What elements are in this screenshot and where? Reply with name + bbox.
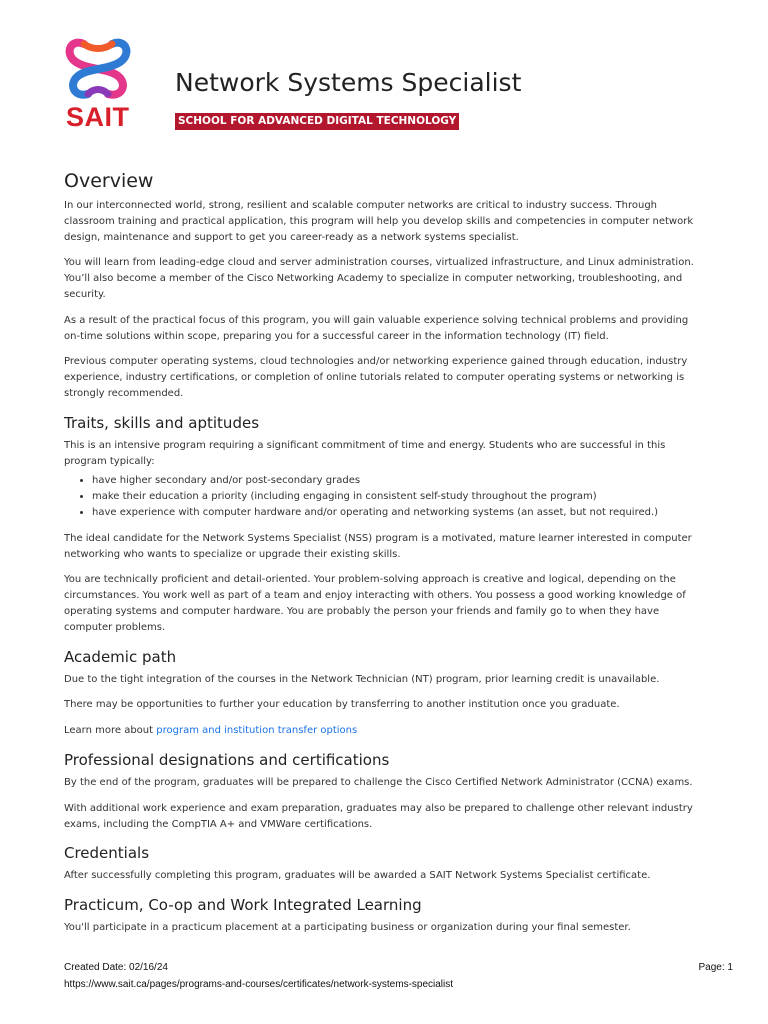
traits-paragraph: The ideal candidate for the Network Systems Specialist (NSS) program is a motivated, mature learner interested in computer networking who wants to specialize or upgrade their existing skills. [64,532,692,560]
traits-section [64,414,704,636]
footer-row [64,961,733,975]
school-badge: SCHOOL FOR ADVANCED DIGITAL TECHNOLOGY [175,113,459,130]
academic-section [64,648,704,739]
created-date: Created Date: 02/16/24 [64,962,168,973]
overview-section [64,170,704,402]
learn-more-line [64,723,704,739]
designations-paragraph: By the end of the program, graduates will be prepared to challenge the Cisco Certified Network Administrator (CCNA) exams. [64,776,693,788]
page-footer [64,961,733,990]
list-item: • have experience with computer hardware and/or operating and networking systems (an asset, but not required.) [92,505,704,521]
logo-text: SAIT [66,102,130,132]
learn-more-label: Learn more about [64,725,157,737]
academic-paragraph: There may be opportunities to further your education by transferring to another institution once you graduate. [64,699,620,711]
page-title: Network Systems Specialist [175,68,522,97]
traits-list [64,473,704,520]
practicum-paragraph: You'll participate in a practicum placement at a participating business or organization during your final semester. [64,922,631,934]
practicum-section [64,896,704,936]
overview-paragraph: In our interconnected world, strong, resilient and scalable computer networks are critical to industry success. Through classroom training and practical application, this program will help you develop skills and competencies in computer network design, maintenance and support to get you career-ready as a network systems specialist. [64,200,694,243]
overview-paragraph: You will learn from leading-edge cloud and server administration courses, virtualized infrastructure, and Linux administration. You’ll also become a member of the Cisco Networking Academy to specialize in computer networking, troubleshooting, and security. [64,257,694,300]
overview-heading: Overview [64,170,154,192]
page-url: https://www.sait.ca/pages/programs-and-courses/certificates/network-systems-specialist [64,979,454,990]
credentials-section [64,844,704,884]
list-item: • have higher secondary and/or post-secondary grades [92,473,704,489]
list-item: • make their education a priority (including engaging in consistent self-study throughout the program) [92,489,704,505]
overview-paragraph: Previous computer operating systems, cloud technologies and/or networking experience gained through education, industry experience, industry certifications, or completion of online tutorials related to computer operating systems or networking is strongly recommended. [64,356,688,399]
designations-heading: Professional designations and certifications [64,750,390,769]
traits-heading: Traits, skills and aptitudes [64,413,260,432]
academic-heading: Academic path [64,647,177,666]
credentials-heading: Credentials [64,844,150,863]
sait-logo [62,36,134,136]
main-content [64,170,704,946]
transfer-options-link[interactable]: program and institution transfer options [156,725,358,737]
overview-paragraph: As a result of the practical focus of this program, you will gain valuable experience solving technical problems and providing on-time solutions within scope, preparing you for a successful career in the information technology (IT) field. [64,314,689,342]
page-number: Page: 1 [698,962,733,973]
practicum-heading: Practicum, Co-op and Work Integrated Learning [64,896,422,915]
sait-logo-mark-icon [62,36,134,102]
traits-intro: This is an intensive program requiring a significant commitment of time and energy. Students who are successful in this program typically: [64,439,666,467]
designations-section [64,751,704,832]
credentials-paragraph: After successfully completing this program, graduates will be awarded a SAIT Network Systems Specialist certificate. [64,870,651,882]
designations-paragraph: With additional work experience and exam preparation, graduates may also be prepared to challenge other relevant industry exams, including the CompTIA A+ and VMWare certifications. [64,802,693,830]
traits-paragraph: You are technically proficient and detail-oriented. Your problem-solving approach is creative and logical, depending on the circumstances. You work well as part of a team and enjoy interacting with others. You possess a good working knowledge of operating systems and computer hardware. You are probably the person your friends and family go to when they have computer problems. [64,574,686,633]
academic-paragraph: Due to the tight integration of the courses in the Network Technician (NT) program, prior learning credit is unavailable. [64,673,660,685]
